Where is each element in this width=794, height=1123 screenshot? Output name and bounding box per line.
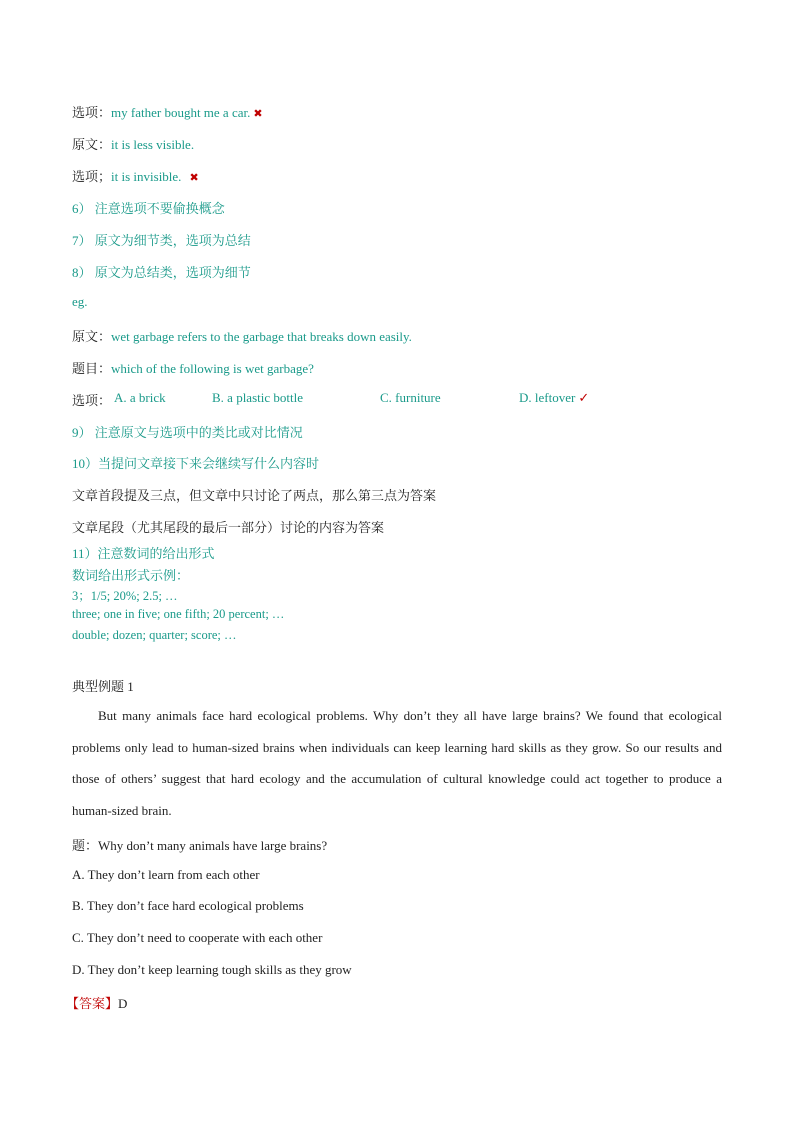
question-label: 题目： — [72, 361, 112, 376]
original-label: 原文： — [72, 137, 112, 152]
numforms-line-2: three; one in five; one fifth; 20 percent; … — [72, 607, 285, 621]
example-options-line — [72, 390, 732, 408]
numforms-line-3: double; dozen; quarter; score; … — [72, 628, 237, 642]
example-heading: 典型例题 1 — [72, 679, 134, 694]
original-text: wet garbage refers to the garbage that breaks down easily. — [111, 329, 412, 344]
option-line-2 — [72, 166, 199, 185]
option-c: C. furniture — [380, 390, 441, 405]
option-text: it is invisible. — [111, 169, 182, 184]
tip-10: 10）当提问文章接下来会继续写什么内容时 — [72, 456, 320, 471]
note-1: 文章首段提及三点，但文章中只讨论了两点，那么第三点为答案 — [72, 488, 437, 503]
example-question — [72, 835, 327, 854]
tip-6: 6） 注意选项不要偷换概念 — [72, 201, 225, 216]
note-2: 文章尾段（尤其尾段的最后一部分）讨论的内容为答案 — [72, 520, 385, 535]
example-original-line — [72, 326, 412, 345]
option-label: 选项； — [72, 169, 112, 184]
tip-7: 7） 原文为细节类，选项为总结 — [72, 233, 251, 248]
option-a: A. a brick — [114, 390, 166, 405]
original-label: 原文： — [72, 329, 112, 344]
question-text: Why don’t many animals have large brains? — [98, 838, 328, 853]
option-d — [519, 390, 589, 406]
tip-8: 8） 原文为总结类，选项为细节 — [72, 265, 251, 280]
question-text: which of the following is wet garbage? — [111, 361, 314, 376]
cross-mark-icon: ✖ — [253, 107, 263, 120]
answer-line — [66, 993, 127, 1012]
example-question-line — [72, 358, 314, 377]
option-text: my father bought me a car. — [111, 105, 251, 120]
tip-11: 11）注意数词的给出形式 — [72, 546, 215, 561]
answer-option-c: C. They don’t need to cooperate with each other — [72, 930, 323, 945]
numforms-title: 数词给出形式示例： — [72, 568, 190, 583]
question-label: 题： — [72, 838, 99, 853]
original-text: it is less visible. — [111, 137, 195, 152]
check-mark-icon: ✓ — [578, 391, 590, 406]
tip-9: 9） 注意原文与选项中的类比或对比情况 — [72, 425, 303, 440]
cross-mark-icon: ✖ — [189, 171, 199, 184]
numforms-line-1: 3；1/5; 20%; 2.5; … — [72, 589, 178, 603]
answer-label: 【答案】 — [66, 996, 119, 1011]
option-line-1 — [72, 102, 263, 121]
option-b: B. a plastic bottle — [212, 390, 303, 405]
example-passage: But many animals face hard ecological problems. Why don’t they all have large brains? We found that ecological problems only lead to human-sized brains when individuals can keep learning hard skills as they grow. So our results and those of others’ suggest that hard ecology and the accumulation of cultural knowledge could act together to produce a human-sized brain. — [72, 708, 722, 818]
option-d-text: D. leftover — [519, 390, 576, 405]
answer-option-b: B. They don’t face hard ecological problems — [72, 898, 304, 913]
eg-label: eg. — [72, 294, 88, 309]
option-label: 选项： — [72, 105, 112, 120]
options-label: 选项： — [72, 393, 112, 408]
answer-option-a: A. They don’t learn from each other — [72, 867, 260, 882]
answer-option-d: D. They don’t keep learning tough skills as they grow — [72, 962, 352, 977]
answer-value: D — [118, 996, 128, 1011]
original-line — [72, 134, 194, 153]
